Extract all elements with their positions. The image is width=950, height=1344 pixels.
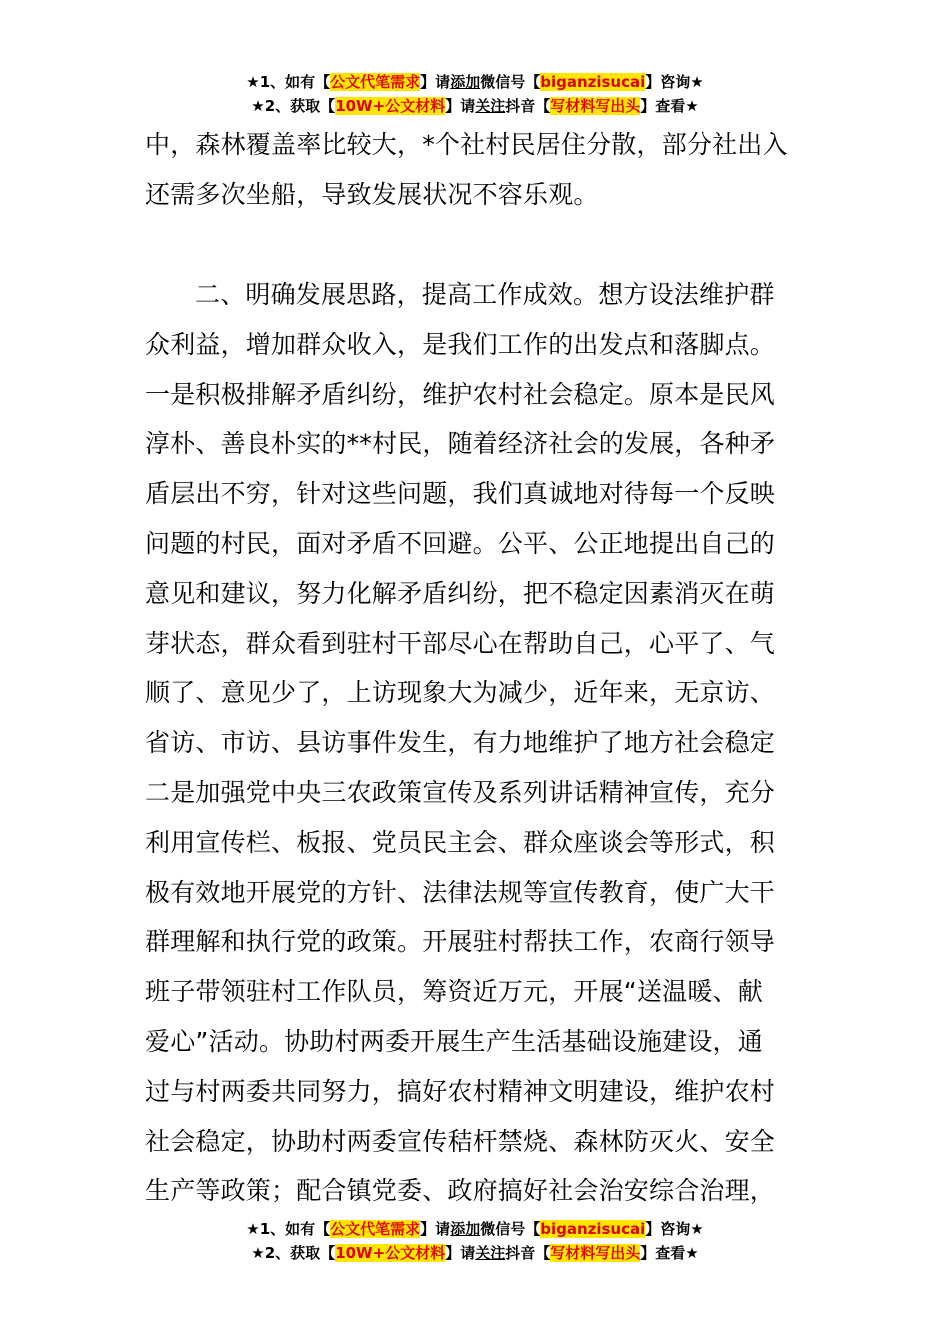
banner-highlight: biganzisucai: [540, 1220, 646, 1238]
text-line: 二、明确发展思路，提高工作成效。想方设法维护群: [195, 280, 775, 309]
text-line: 群理解和执行党的政策。开展驻村帮扶工作，农商行领导: [145, 927, 776, 957]
text-line: 众利益，增加群众收入，是我们工作的出发点和落脚点。: [145, 329, 776, 359]
text-line: 爱心”活动。协助村两委开展生产生活基础设施建设，通: [145, 1026, 763, 1056]
banner-underline: 关注: [475, 97, 506, 115]
footer-banner: [0, 1217, 950, 1265]
banner-highlight: 10W+公文材料: [335, 97, 446, 115]
banner-line-1: [0, 1217, 950, 1241]
banner-underline: 添加: [450, 1220, 481, 1238]
text-line: 一是积极排解矛盾纠纷，维护农村社会稳定。原本是民风: [145, 379, 776, 409]
banner-text: ★1、如有【: [246, 73, 331, 91]
banner-highlight: 公文代笔需求: [330, 1220, 421, 1238]
banner-text: ★2、获取【: [251, 1244, 336, 1262]
text-line: 过与村两委共同努力，搞好农村精神文明建设，维护农村: [145, 1076, 776, 1106]
text-line: 还需多次坐船，导致发展状况不容乐观。: [145, 179, 599, 209]
paragraph-main: [145, 270, 810, 1216]
banner-text: 】请: [445, 1244, 476, 1262]
text-line: 生产等政策；配合镇党委、政府搞好社会治安综合治理，: [145, 1176, 776, 1206]
text-line: 意见和建议，努力化解矛盾纠纷，把不稳定因素消灭在萌: [145, 578, 776, 608]
banner-text: 抖音【: [505, 1244, 551, 1262]
banner-text: 微信号【: [480, 1220, 541, 1238]
banner-text: 】请: [420, 73, 451, 91]
header-banner: [0, 70, 950, 118]
text-line: 二是加强党中央三农政策宣传及系列讲话精神宣传，充分: [145, 777, 776, 807]
text-line: 班子带领驻村工作队员，筹资近万元，开展“送温暖、献: [145, 977, 763, 1007]
banner-text: ★2、获取【: [251, 97, 336, 115]
banner-line-2: [0, 1241, 950, 1265]
text-line: 利用宣传栏、板报、党员民主会、群众座谈会等形式，积: [145, 827, 776, 857]
banner-text: 】查看★: [640, 1244, 699, 1262]
banner-text: 】请: [445, 97, 476, 115]
banner-text: 】查看★: [640, 97, 699, 115]
banner-highlight: 写材料写出头: [550, 1244, 641, 1262]
text-line: 顺了、意见少了，上访现象大为减少，近年来，无京访、: [145, 678, 776, 708]
text-line: 社会稳定，协助村两委宣传秸杆禁烧、森林防灭火、安全: [145, 1126, 776, 1156]
banner-text: 】咨询★: [645, 73, 704, 91]
banner-text: 】请: [420, 1220, 451, 1238]
banner-text: 】咨询★: [645, 1220, 704, 1238]
banner-underline: 关注: [475, 1244, 506, 1262]
banner-line-2: [0, 94, 950, 118]
banner-text: ★1、如有【: [246, 1220, 331, 1238]
text-line: 省访、市访、县访事件发生，有力地维护了地方社会稳定: [145, 728, 776, 758]
text-line: 盾层出不穷，针对这些问题，我们真诚地对待每一个反映: [145, 479, 776, 509]
banner-highlight: 10W+公文材料: [335, 1244, 446, 1262]
paragraph-continuation: [145, 120, 810, 220]
banner-highlight: biganzisucai: [540, 73, 646, 91]
banner-highlight: 公文代笔需求: [330, 73, 421, 91]
text-line: 问题的村民，面对矛盾不回避。公平、公正地提出自己的: [145, 528, 776, 558]
text-line: 芽状态，群众看到驻村干部尽心在帮助自己，心平了、气: [145, 628, 776, 658]
banner-text: 抖音【: [505, 97, 551, 115]
text-line: 极有效地开展党的方针、法律法规等宣传教育，使广大干: [145, 877, 776, 907]
banner-line-1: [0, 70, 950, 94]
text-line: 中，森林覆盖率比较大，*个社村民居住分散，部分社出入: [145, 130, 788, 159]
text-line: 淳朴、善良朴实的**村民，随着经济社会的发展，各种矛: [145, 429, 776, 459]
banner-text: 微信号【: [480, 73, 541, 91]
banner-underline: 添加: [450, 73, 481, 91]
banner-highlight: 写材料写出头: [550, 97, 641, 115]
